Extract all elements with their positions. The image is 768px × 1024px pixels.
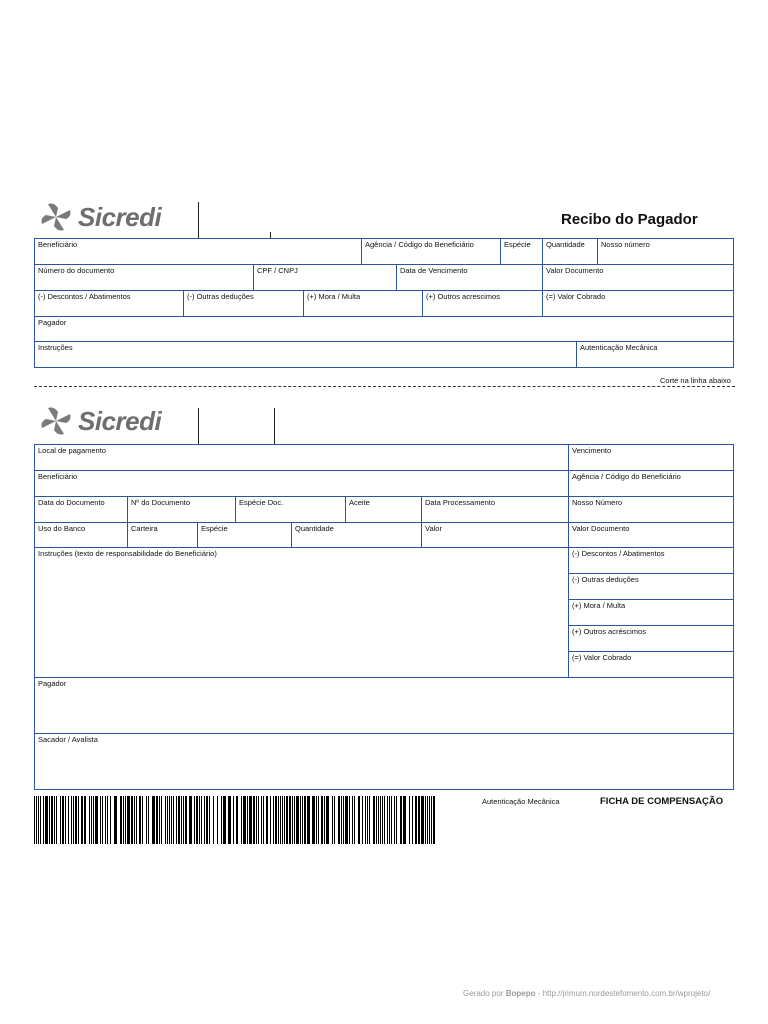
slip-autenticacao: Autenticação Mecânica <box>482 797 560 806</box>
slip-field-sacador: Sacador / Avalista <box>34 733 734 790</box>
slip-field-data-documento: Data do Documento <box>34 496 128 523</box>
slip-header-divider-1 <box>198 408 199 444</box>
field-autenticacao: Autenticação Mecânica <box>576 341 734 368</box>
field-quantidade: Quantidade <box>542 238 598 265</box>
field-data-vencimento: Data de Vencimento <box>396 264 543 291</box>
field-nosso-numero: Nosso número <box>597 238 734 265</box>
footer-url: - http://jrimum.nordestefomento.com.br/wprojeto/ <box>537 989 711 998</box>
slip-field-nosso-numero: Nosso Número <box>568 496 734 523</box>
field-mora-multa: (+) Mora / Multa <box>303 290 423 317</box>
cut-line-label: Corte na linha abaixo <box>660 376 731 385</box>
slip-field-local-pagamento: Local de pagamento <box>34 444 569 471</box>
slip-field-instrucoes: Instruções (texto de responsabilidade do Beneficiário) <box>34 547 569 678</box>
field-especie: Espécie <box>500 238 543 265</box>
generated-by-footer <box>463 989 710 998</box>
slip-field-carteira: Carteira <box>127 522 198 548</box>
ficha-compensacao-title: FICHA DE COMPENSAÇÃO <box>600 796 724 807</box>
field-outros-acrescimos: (+) Outros acrescimos <box>422 290 543 317</box>
slip-field-beneficiario: Beneficiário <box>34 470 569 497</box>
slip-field-especie-doc: Espécie Doc. <box>235 496 346 523</box>
brand-name: Sicredi <box>78 201 162 232</box>
sicredi-pinwheel-icon <box>38 202 74 232</box>
slip-field-agencia: Agência / Código do Beneficiário <box>568 470 734 497</box>
slip-field-valor-cobrado: (=) Valor Cobrado <box>568 651 734 678</box>
receipt-title: Recibo do Pagador <box>561 211 698 228</box>
sicredi-logo-top <box>38 200 161 234</box>
sicredi-logo-bottom <box>38 404 161 438</box>
slip-field-especie: Espécie <box>197 522 292 548</box>
header-divider <box>198 202 199 238</box>
slip-header-divider-2 <box>274 408 275 444</box>
field-numero-documento: Número do documento <box>34 264 254 291</box>
field-agencia: Agência / Código do Beneficiário <box>361 238 501 265</box>
slip-field-valor: Valor <box>421 522 569 548</box>
footer-brand: Bopepo <box>505 989 536 998</box>
slip-field-mora-multa: (+) Mora / Multa <box>568 599 734 626</box>
sicredi-pinwheel-icon <box>38 406 74 436</box>
slip-field-valor-documento: Valor Documento <box>568 522 734 548</box>
barcode <box>34 796 436 844</box>
slip-field-quantidade: Quantidade <box>291 522 422 548</box>
field-beneficiario: Beneficiário <box>34 238 362 265</box>
slip-field-n-documento: Nº do Documento <box>127 496 236 523</box>
cut-line <box>34 386 735 387</box>
slip-field-aceite: Aceite <box>345 496 422 523</box>
slip-field-uso-banco: Uso do Banco <box>34 522 128 548</box>
field-valor-cobrado: (=) Valor Cobrado <box>542 290 734 317</box>
slip-field-pagador: Pagador <box>34 677 734 734</box>
field-valor-documento: Valor Documento <box>542 264 734 291</box>
field-cpf-cnpj: CPF / CNPJ <box>253 264 397 291</box>
brand-name: Sicredi <box>78 405 162 436</box>
slip-field-outros-acrescimos: (+) Outros acréscimos <box>568 625 734 652</box>
field-instrucoes: Instruções <box>34 341 577 368</box>
field-descontos: (-) Descontos / Abatimentos <box>34 290 184 317</box>
footer-prefix: Gerado por <box>463 989 504 998</box>
field-pagador: Pagador <box>34 316 734 342</box>
slip-field-outras-deducoes: (-) Outras deduções <box>568 573 734 600</box>
slip-field-descontos: (-) Descontos / Abatimentos <box>568 547 734 574</box>
slip-field-vencimento: Vencimento <box>568 444 734 471</box>
field-outras-deducoes: (-) Outras deduções <box>183 290 304 317</box>
slip-field-data-processamento: Data Processamento <box>421 496 569 523</box>
